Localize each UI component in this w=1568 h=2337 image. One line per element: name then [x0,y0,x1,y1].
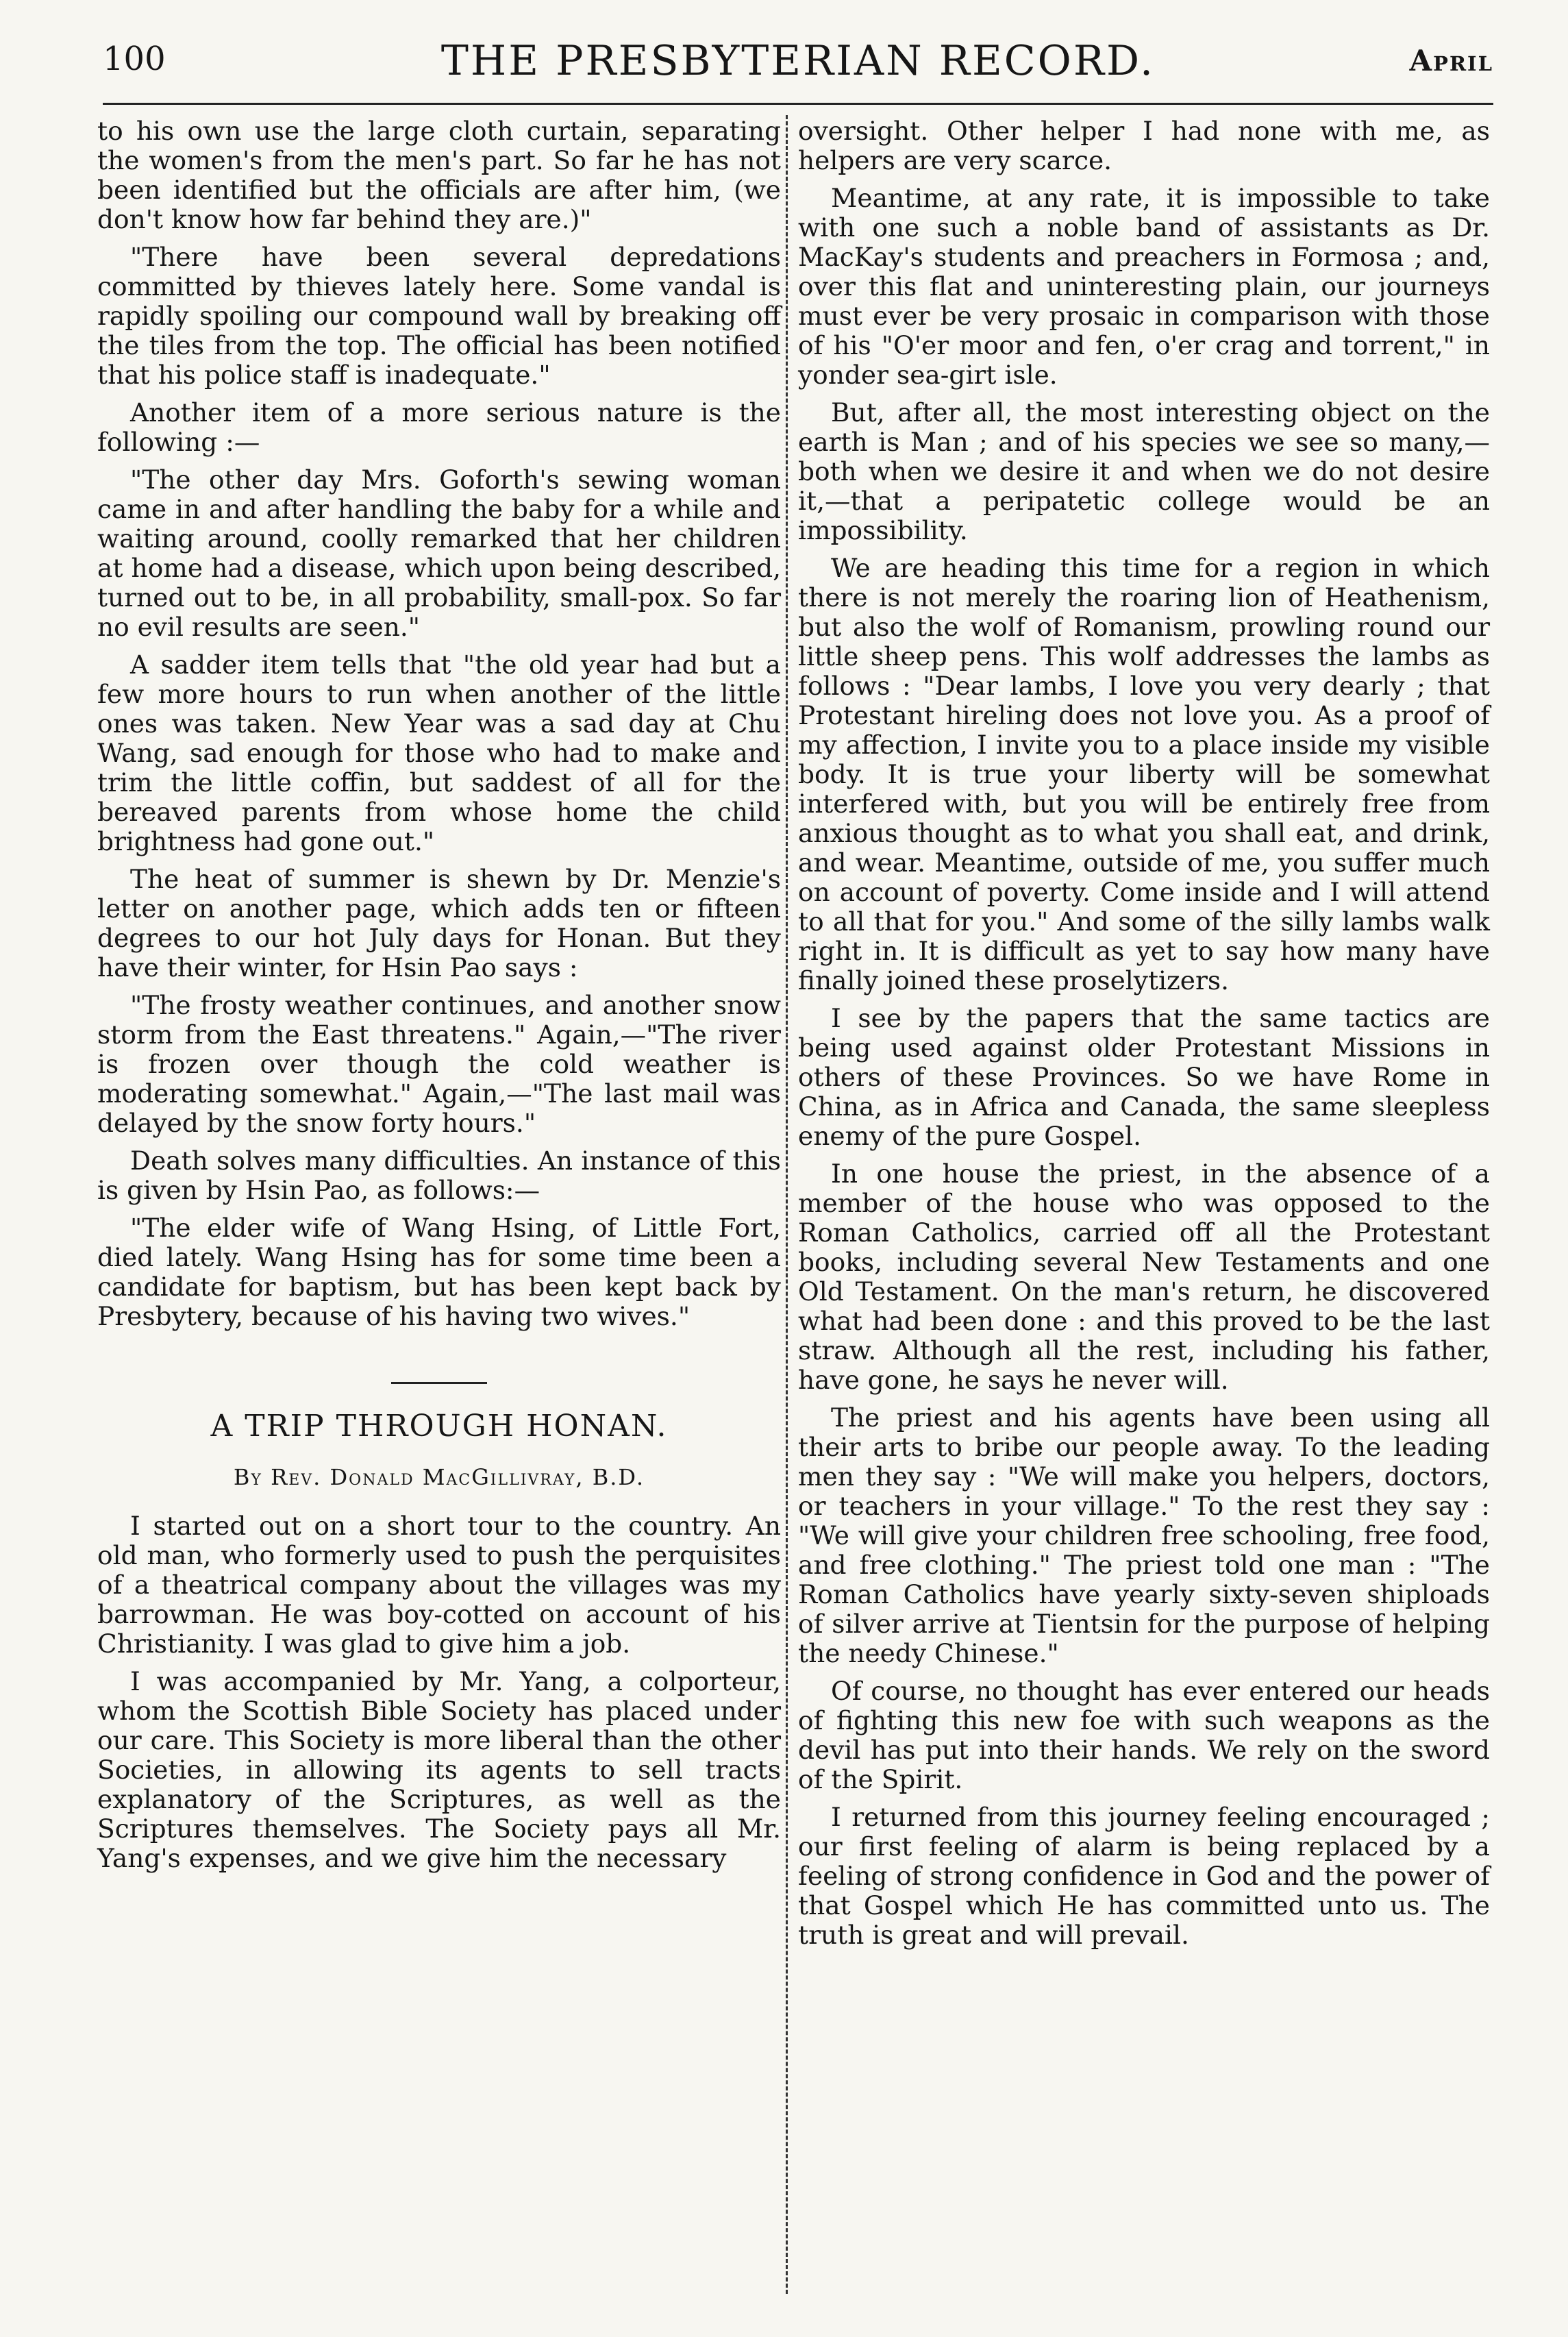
paragraph: I returned from this journey feeling encouraged ; our first feeling of alarm is being replaced by a feeling of strong confidence in God and the power of that Gospel which He has committed unto us. The truth is great and will prevail. [798,1802,1490,1950]
column-divider [786,115,788,2294]
paragraph: I was accompanied by Mr. Yang, a colporteur, whom the Scottish Bible Society has placed under our care. This Society is more liberal than the other Societies, in allowing its agents to sell tracts explanatory of the Scriptures, as well as the Scriptures themselves. The Society pays all Mr. Yang's expenses, and we give him the necessary [97,1666,781,1873]
paragraph: The heat of summer is shewn by Dr. Menzie's letter on another page, which adds ten or fifteen degrees to our hot July days for Honan. But they have their winter, for Hsin Pao says : [97,864,781,982]
paragraph: "There have been several depredations committed by thieves lately here. Some vandal is rapidly spoiling our compound wall by breaking off the tiles from the top. The official has been notified that his police staff is inadequate." [97,242,781,390]
page-header [103,37,1493,85]
paragraph: I started out on a short tour to the country. An old man, who formerly used to push the perquisites of a theatrical company about the villages was my barrowman. He was boy-cotted on account of his Christianity. I was glad to give him a job. [97,1511,781,1659]
paragraph: A sadder item tells that "the old year had but a few more hours to run when another of the little ones was taken. New Year was a sad day at Chu Wang, sad enough for those who had to make and trim the little coffin, but saddest of all for the bereaved parents from whose home the child brightness had gone out." [97,650,781,856]
paragraph: to his own use the large cloth curtain, separating the women's from the men's part. So far he has not been identified but the officials are after him, (we don't know how far behind they are.)" [97,116,781,234]
article-byline: By Rev. Donald MacGillivray, B.D. [233,1464,645,1490]
paragraph: But, after all, the most interesting object on the earth is Man ; and of his species we see so many,—both when we desire it and when we do not desire it,—that a peripatetic college would be an impossibility. [798,397,1490,545]
header-rule [103,103,1493,105]
issue-month: April [1409,44,1493,77]
paragraph: Death solves many difficulties. An instance of this is given by Hsin Pao, as follows:— [97,1146,781,1205]
section-rule [391,1382,487,1384]
paragraph: Of course, no thought has ever entered our heads of fighting this new foe with such weapons as the devil has put into their hands. We rely on the sword of the Spirit. [798,1676,1490,1794]
right-column [798,116,1490,1950]
paragraph: The priest and his agents have been using all their arts to bribe our people away. To the leading men they say : "We will make you helpers, doctors, or teachers in your village." To the rest they say : "We will give your children free schooling, free food, and free clothing." The priest told one man : "The Roman Catholics have yearly sixty-seven shiploads of silver arrive at Tientsin for the purpose of helping the needy Chinese." [798,1402,1490,1668]
paragraph: In one house the priest, in the absence of a member of the house who was opposed to the Roman Catholics, carried off all the Protestant books, including several New Testaments and one Old Testament. On the man's return, he discovered what had been done : and this proved to be the last straw. Although all the rest, including his father, have gone, he says he never will. [798,1159,1490,1395]
article-title: A TRIP THROUGH HONAN. [210,1409,668,1444]
paragraph: "The other day Mrs. Goforth's sewing woman came in and after handling the baby for a while and waiting around, coolly remarked that her children at home had a disease, which upon being described, turned out to be, in all probability, small-pox. So far no evil results are seen." [97,465,781,642]
paragraph: oversight. Other helper I had none with me, as helpers are very scarce. [798,116,1490,175]
left-column [97,116,781,1873]
page-number: 100 [103,40,166,78]
paragraph: "The elder wife of Wang Hsing, of Little Fort, died lately. Wang Hsing has for some time been a candidate for baptism, but has been kept back by Presbytery, because of his having two wives." [97,1213,781,1331]
paragraph: "The frosty weather continues, and another snow storm from the East threatens." Again,—"The river is frozen over though the cold weather is moderating somewhat." Again,—"The last mail was delayed by the snow forty hours." [97,990,781,1138]
paragraph: Another item of a more serious nature is the following :— [97,397,781,457]
paragraph: We are heading this time for a region in which there is not merely the roaring lion of Heathenism, but also the wolf of Romanism, prowling round our little sheep pens. This wolf addresses the lambs as follows : "Dear lambs, I love you very dearly ; that Protestant hireling does not love you. As a proof of my affection, I invite you to a place inside my visible body. It is true your liberty will be somewhat interfered with, but you will be entirely free from anxious thought as to what you shall eat, and drink, and wear. Meantime, outside of me, you suffer much on account of poverty. Come inside and I will attend to all that for you." And some of the silly lambs walk right in. It is difficult as yet to say how many have finally joined these proselytizers. [798,553,1490,996]
paragraph: I see by the papers that the same tactics are being used against older Protestant Missions in others of these Provinces. So we have Rome in China, as in Africa and Canada, the same sleepless enemy of the pure Gospel. [798,1003,1490,1151]
publication-title: THE PRESBYTERIAN RECORD. [440,37,1156,85]
paragraph: Meantime, at any rate, it is impossible to take with one such a noble band of assistants as Dr. MacKay's students and preachers in Formosa ; and, over this flat and uninteresting plain, our journeys must ever be very prosaic in comparison with those of his "O'er moor and fen, o'er crag and torrent," in yonder sea-girt isle. [798,183,1490,390]
